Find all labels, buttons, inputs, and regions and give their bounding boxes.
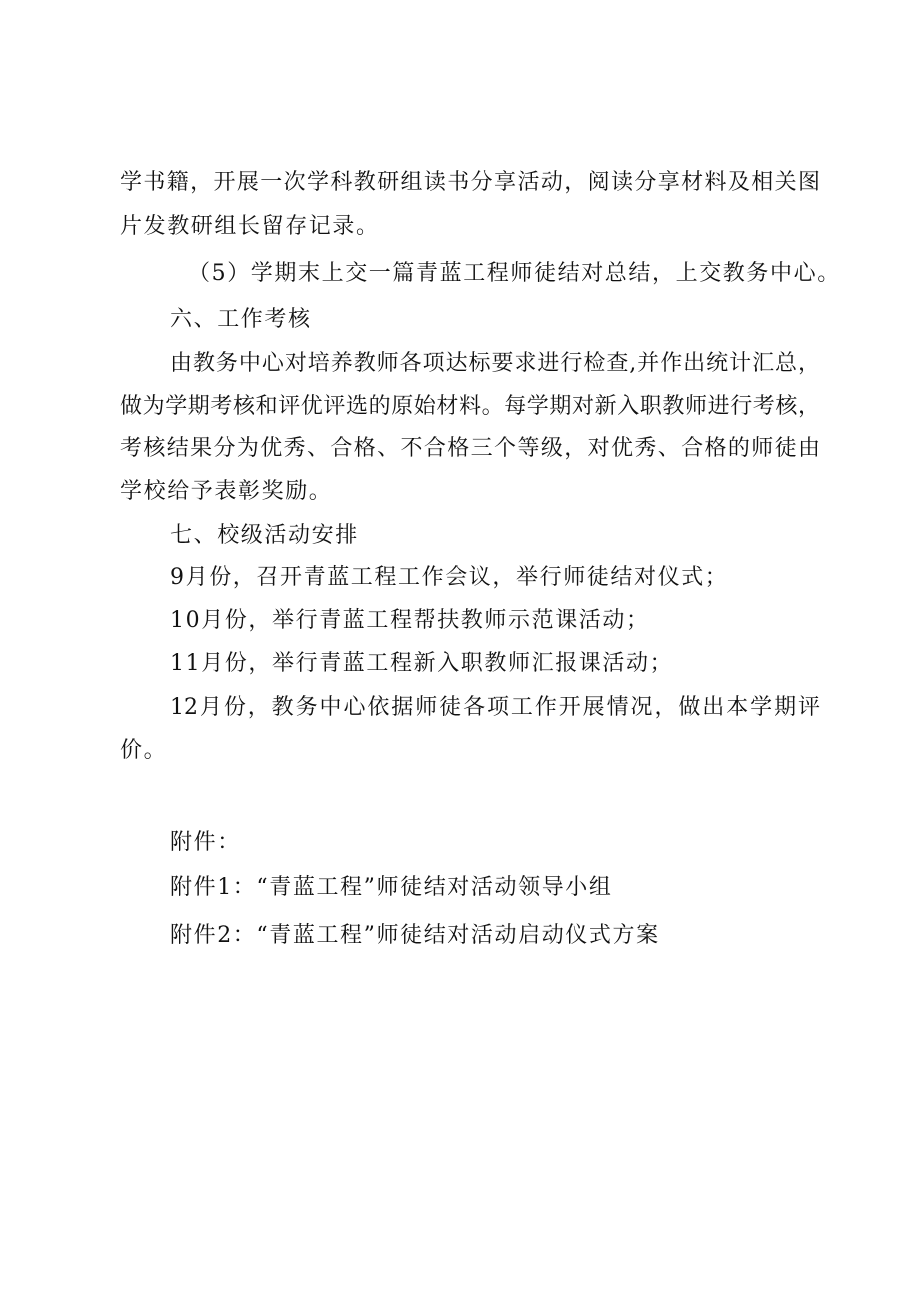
schedule-item: 12月份，教务中心依据师徒各项工作开展情况，做出本学期评 <box>170 695 820 720</box>
schedule-item: 11月份，举行青蓝工程新入职教师汇报课活动； <box>170 651 674 676</box>
paragraph-line: 片发教研组长留存记录。 <box>120 214 380 239</box>
paragraph-line: 学校给予表彰奖励。 <box>120 479 333 504</box>
paragraph-line: 考核结果分为优秀、合格、不合格三个等级，对优秀、合格的师徒由 <box>120 436 820 461</box>
paragraph-line: 学书籍，开展一次学科教研组读书分享活动，阅读分享材料及相关图 <box>120 170 820 195</box>
schedule-item-continued: 价。 <box>120 738 168 763</box>
paragraph-line: 由教务中心对培养教师各项达标要求进行检查,并作出统计汇总， <box>170 351 820 376</box>
paragraph-line: （5）学期末上交一篇青蓝工程师徒结对总结，上交教务中心。 <box>188 261 841 286</box>
section-heading: 六、工作考核 <box>170 307 312 332</box>
section-heading: 七、校级活动安排 <box>170 523 359 548</box>
attachment-item: 附件2：“青蓝工程”师徒结对活动启动仪式方案 <box>170 923 660 948</box>
paragraph-line: 做为学期考核和评优评选的原始材料。每学期对新入职教师进行考核， <box>120 394 820 419</box>
schedule-item: 10月份，举行青蓝工程帮扶教师示范课活动； <box>170 608 650 633</box>
attachments-heading: 附件： <box>170 830 241 855</box>
attachment-item: 附件1：“青蓝工程”师徒结对活动领导小组 <box>170 875 613 900</box>
schedule-item: 9月份，召开青蓝工程工作会议，举行师徒结对仪式； <box>170 565 729 590</box>
